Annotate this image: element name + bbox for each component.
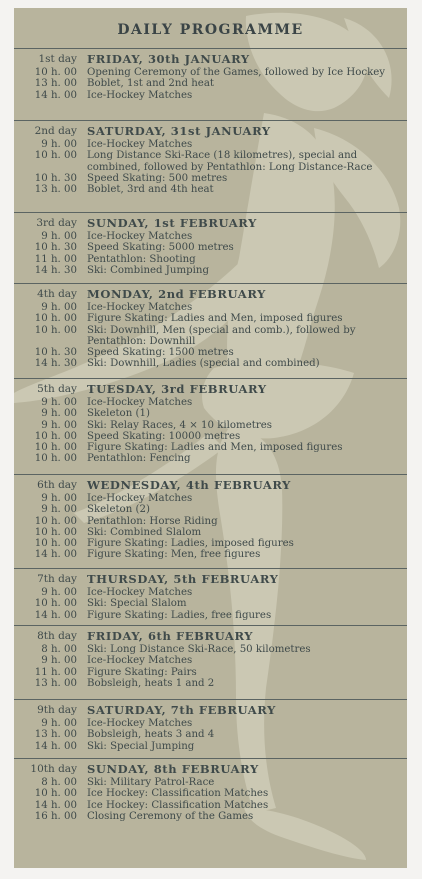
event-row [14,777,407,788]
event-description: Boblet, 1st and 2nd heat [87,78,214,90]
day-block [14,283,407,370]
event-row [14,139,407,150]
event-description: Long Distance Ski-Race (18 kilometres), special and combined, followed by Pentathlon: Long Distance-Race [87,150,373,173]
event-row [14,587,407,598]
event-time: 10 h. 00 [34,538,77,550]
page-title: DAILY PROGRAMME [117,22,304,38]
event-description: Skeleton (1) [87,408,150,420]
event-description: Figure Skating: Ladies, imposed figures [87,538,294,550]
event-description: Ice-Hockey Matches [87,587,193,598]
day-date: MONDAY, 2nd FEBRUARY [87,287,266,301]
event-row [14,667,407,678]
event-row [14,173,407,184]
day-number: 7th day [37,573,77,585]
event-time: 10 h. 00 [34,430,77,442]
event-description: Boblet, 3rd and 4th heat [87,184,214,196]
day-number: 8th day [37,630,77,642]
day-date: SUNDAY, 8th FEBRUARY [87,762,259,776]
day-block [14,758,407,822]
event-description: Ski: Relay Races, 4 × 10 kilometres [87,419,272,431]
event-row [14,718,407,729]
event-time: 14 h. 00 [34,89,77,101]
event-time: 14 h. 30 [34,358,77,370]
day-block [14,212,407,276]
event-row [14,678,407,689]
event-time: 9 h. 00 [41,231,77,242]
event-description: Speed Skating: 500 metres [87,172,228,184]
event-time: 13 h. 00 [34,184,77,196]
event-time: 14 h. 00 [34,609,77,621]
event-time: 9 h. 00 [41,302,77,313]
event-description: Pentathlon: Horse Riding [87,515,218,527]
event-row [14,231,407,242]
event-row [14,78,407,89]
event-row [14,729,407,740]
day-number: 4th day [37,288,77,300]
day-header [14,763,407,776]
day-block [14,378,407,465]
event-description: Figure Skating: Ladies, free figures [87,609,272,621]
event-description: Ski: Long Distance Ski-Race, 50 kilometres [87,644,311,655]
event-description: Ice-Hockey Matches [87,493,193,504]
event-description: Skeleton (2) [87,504,150,516]
event-time: 10 h. 00 [34,324,77,336]
event-description: Ice-Hockey Matches [87,89,193,101]
event-time: 14 h. 00 [34,549,77,561]
day-block [14,699,407,752]
event-description: Opening Ceremony of the Games, followed by Ice Hockey [87,67,386,78]
event-description: Ski: Downhill, Men (special and comb.), followed by Pentathlon: Downhill [87,324,356,347]
day-number: 2nd day [34,125,77,137]
event-description: Closing Ceremony of the Games [87,810,254,822]
event-time: 10 h. 00 [34,788,77,800]
event-row [14,549,407,560]
event-time: 11 h. 00 [34,253,77,265]
event-description: Ski: Special Slalom [87,598,187,610]
event-row [14,254,407,265]
event-time: 9 h. 00 [41,139,77,150]
day-date: SATURDAY, 7th FEBRUARY [87,703,276,717]
event-row [14,67,407,78]
event-description: Speed Skating: 1500 metres [87,347,234,359]
event-time: 10 h. 00 [34,598,77,610]
event-row [14,420,407,431]
event-description: Ice Hockey: Classification Matches [87,788,269,800]
event-time: 14 h. 00 [34,799,77,811]
event-row [14,453,407,464]
event-row [14,408,407,419]
event-time: 9 h. 00 [41,718,77,729]
event-description: Ice-Hockey Matches [87,397,193,408]
event-time: 14 h. 00 [34,740,77,752]
day-date: SATURDAY, 31st JANUARY [87,124,271,138]
day-header [14,288,407,301]
event-description: Bobsleigh, heats 1 and 2 [87,677,215,689]
event-row [14,313,407,324]
event-description: Speed Skating: 5000 metres [87,242,234,254]
event-time: 9 h. 00 [41,587,77,598]
event-time: 13 h. 00 [34,677,77,689]
event-row [14,358,407,369]
day-header [14,383,407,396]
event-time: 10 h. 00 [34,67,77,78]
event-row [14,516,407,527]
day-block [14,120,407,195]
day-date: TUESDAY, 3rd FEBRUARY [87,382,267,396]
event-row [14,184,407,195]
day-block [14,625,407,689]
programme-card [14,8,407,868]
event-time: 8 h. 00 [41,777,77,788]
event-description: Pentathlon: Fencing [87,453,191,465]
event-row [14,347,407,358]
event-time: 10 h. 00 [34,150,77,162]
event-time: 9 h. 00 [41,493,77,504]
day-header [14,573,407,586]
day-number: 10th day [30,763,77,775]
day-date: FRIDAY, 6th FEBRUARY [87,629,254,643]
day-number: 1st day [38,53,77,65]
event-description: Ski: Special Jumping [87,740,195,752]
event-time: 10 h. 00 [34,526,77,538]
event-description: Pentathlon: Shooting [87,253,196,265]
event-description: Figure Skating: Ladies and Men, imposed figures [87,442,343,454]
event-row [14,598,407,609]
day-date: WEDNESDAY, 4th FEBRUARY [87,478,291,492]
event-row [14,397,407,408]
event-row [14,302,407,313]
day-header [14,630,407,643]
event-row [14,242,407,253]
event-row [14,655,407,666]
day-number: 6th day [37,479,77,491]
event-row [14,741,407,752]
day-block [14,568,407,621]
event-time: 10 h. 30 [34,347,77,359]
event-description: Speed Skating: 10000 metres [87,430,241,442]
event-row [14,811,407,822]
event-time: 14 h. 30 [34,264,77,276]
day-header [14,704,407,717]
event-time: 10 h. 30 [34,172,77,184]
event-row [14,788,407,799]
event-time: 13 h. 00 [34,78,77,90]
event-time: 16 h. 00 [34,810,77,822]
day-header [14,125,407,138]
event-description: Ski: Combined Jumping [87,264,209,276]
event-time: 10 h. 00 [34,453,77,465]
event-time: 10 h. 30 [34,242,77,254]
event-description: Bobsleigh, heats 3 and 4 [87,729,215,741]
event-description: Figure Skating: Men, free figures [87,549,261,561]
event-description: Ski: Downhill, Ladies (special and combined) [87,358,320,370]
event-row [14,265,407,276]
day-block [14,48,407,101]
event-row [14,610,407,621]
event-row [14,800,407,811]
event-time: 10 h. 00 [34,442,77,454]
event-row [14,150,407,173]
event-description: Ski: Military Patrol-Race [87,777,215,788]
event-row [14,644,407,655]
event-description: Figure Skating: Ladies and Men, imposed figures [87,313,343,325]
event-description: Figure Skating: Pairs [87,666,197,678]
event-row [14,431,407,442]
day-number: 5th day [37,383,77,395]
event-time: 10 h. 00 [34,313,77,325]
day-date: FRIDAY, 30th JANUARY [87,52,250,66]
event-time: 11 h. 00 [34,666,77,678]
day-number: 9th day [37,704,77,716]
event-description: Ice-Hockey Matches [87,655,193,667]
day-header [14,217,407,230]
event-row [14,325,407,348]
event-row [14,527,407,538]
event-description: Ice Hockey: Classification Matches [87,799,269,811]
event-description: Ski: Combined Slalom [87,526,202,538]
event-row [14,504,407,515]
event-time: 8 h. 00 [41,644,77,655]
event-description: Ice-Hockey Matches [87,231,193,242]
event-time: 13 h. 00 [34,729,77,741]
event-time: 9 h. 00 [41,504,77,516]
day-date: THURSDAY, 5th FEBRUARY [87,572,279,586]
event-time: 9 h. 00 [41,397,77,408]
event-description: Ice-Hockey Matches [87,718,193,729]
event-description: Ice-Hockey Matches [87,139,193,150]
day-number: 3rd day [36,217,77,229]
day-date: SUNDAY, 1st FEBRUARY [87,216,257,230]
event-time: 9 h. 00 [41,419,77,431]
event-time: 10 h. 00 [34,515,77,527]
day-header [14,53,407,66]
event-description: Ice-Hockey Matches [87,302,193,313]
event-row [14,493,407,504]
event-row [14,90,407,101]
day-header [14,479,407,492]
event-time: 9 h. 00 [41,655,77,667]
event-row [14,538,407,549]
day-block [14,474,407,561]
event-time: 9 h. 00 [41,408,77,420]
event-row [14,442,407,453]
